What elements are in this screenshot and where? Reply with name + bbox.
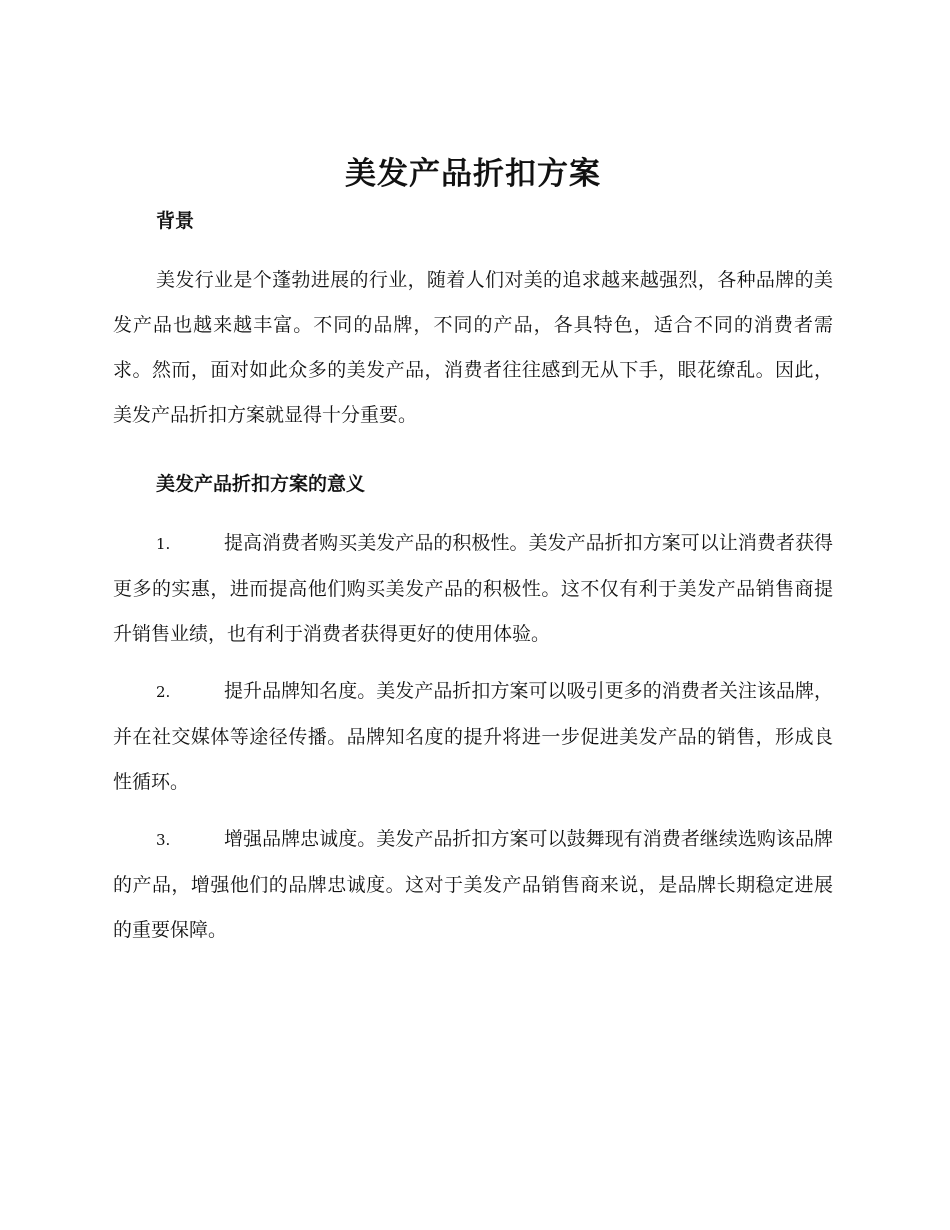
section-heading-background: 背景 [156,210,195,232]
list-item [113,521,833,657]
list-item [113,669,833,805]
list-item-text: 提高消费者购买美发产品的积极性。美发产品折扣方案可以让消费者获得更多的实惠，进而提高他们购买美发产品的积极性。这不仅有利于美发产品销售商提升销售业绩，也有利于消费者获得更好的使用体验。 [113,532,833,645]
list-item [113,817,833,953]
list-item-number: 1. [156,535,171,553]
list-item-number: 2. [156,683,171,701]
document-page [113,150,833,953]
list-item-text: 增强品牌忠诚度。美发产品折扣方案可以鼓舞现有消费者继续选购该品牌的产品，增强他们的品牌忠诚度。这对于美发产品销售商来说，是品牌长期稳定进展的重要保障。 [113,828,833,941]
document-title: 美发产品折扣方案 [345,156,601,192]
list-item-number: 3. [156,831,171,849]
section-heading-significance: 美发产品折扣方案的意义 [156,473,366,495]
list-item-text: 提升品牌知名度。美发产品折扣方案可以吸引更多的消费者关注该品牌，并在社交媒体等途径传播。品牌知名度的提升将进一步促进美发产品的销售，形成良性循环。 [113,680,833,793]
background-paragraph: 美发行业是个蓬勃进展的行业，随着人们对美的追求越来越强烈，各种品牌的美发产品也越来越丰富。不同的品牌，不同的产品，各具特色，适合不同的消费者需求。然而，面对如此众多的美发产品，消费者往往感到无从下手，眼花缭乱。因此，美发产品折扣方案就显得十分重要。 [113,269,833,426]
